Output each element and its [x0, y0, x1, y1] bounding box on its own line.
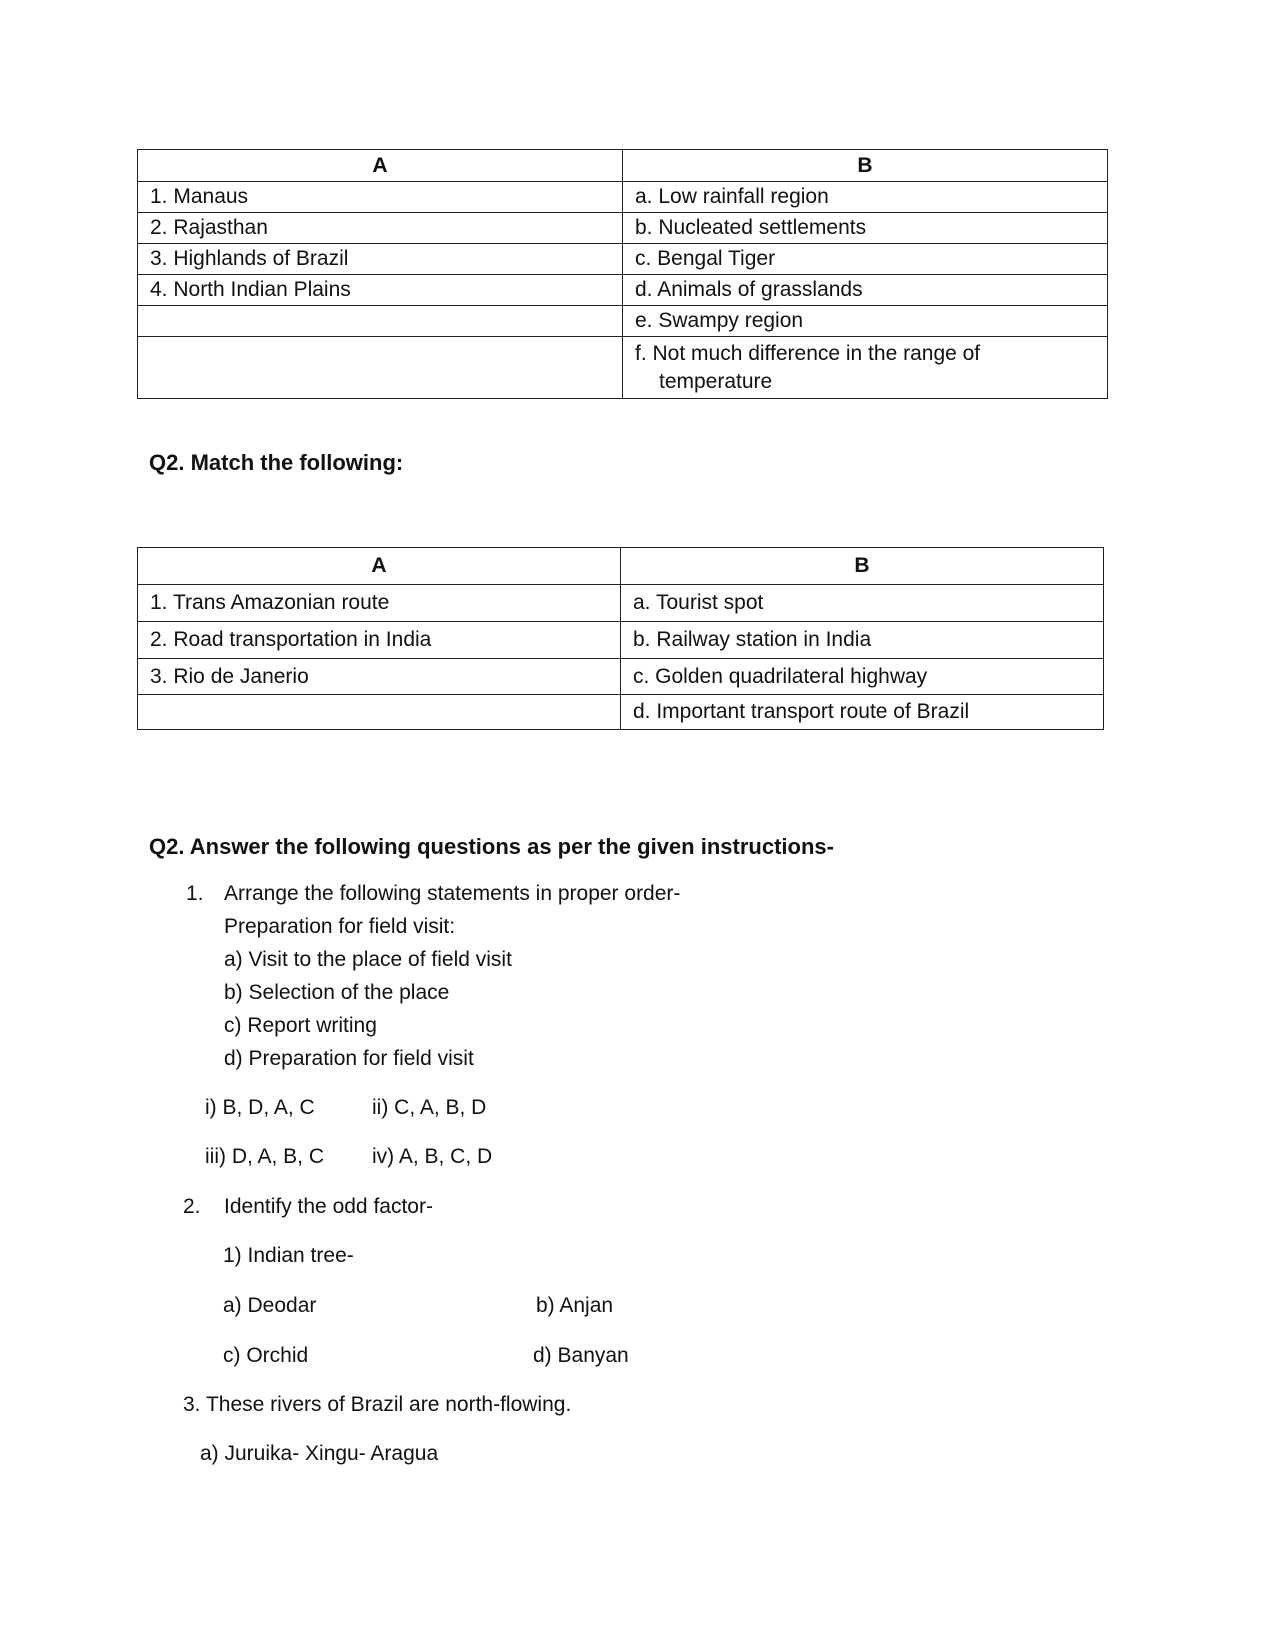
- item2-option: c) Orchid: [223, 1344, 309, 1367]
- item3-option: a) Juruika- Xingu- Aragua: [200, 1442, 439, 1465]
- table2-header-a: A: [138, 548, 621, 585]
- match-table-1: [137, 149, 1108, 399]
- table1-cell-a: [138, 337, 623, 399]
- q2-match-title: Q2. Match the following:: [149, 450, 404, 475]
- item2-option: a) Deodar: [223, 1294, 317, 1317]
- item1-option: iii) D, A, B, C: [205, 1145, 325, 1168]
- table2-cell-a: 1. Trans Amazonian route: [138, 585, 621, 622]
- item2-prompt: Identify the odd factor-: [224, 1195, 433, 1218]
- item2-option: b) Anjan: [536, 1294, 614, 1317]
- table2-cell-a: 2. Road transportation in India: [138, 622, 621, 659]
- item2-sub: 1) Indian tree-: [223, 1244, 354, 1267]
- item1-option: ii) C, A, B, D: [372, 1096, 487, 1119]
- item2-number: 2.: [183, 1195, 201, 1218]
- table2-cell-b: d. Important transport route of Brazil: [621, 695, 1104, 730]
- table2-header-b: B: [621, 548, 1104, 585]
- table1-cell-b: a. Low rainfall region: [623, 182, 1108, 213]
- table1-cell-b: b. Nucleated settlements: [623, 213, 1108, 244]
- table1-cell-a: [138, 306, 623, 337]
- table1-cell-b: [623, 337, 1108, 399]
- item1-prompt: Arrange the following statements in proper order-: [224, 882, 681, 905]
- table1-cell-b-text: f. Not much difference in the range of temperature: [635, 341, 981, 393]
- match-table-2: [137, 547, 1104, 730]
- item1-statement: b) Selection of the place: [224, 981, 450, 1004]
- table1-header-a: A: [138, 150, 623, 182]
- item3-prompt: 3. These rivers of Brazil are north-flowing.: [183, 1393, 572, 1416]
- table2-cell-b: a. Tourist spot: [621, 585, 1104, 622]
- q2-answer-title: Q2. Answer the following questions as per the given instructions-: [149, 834, 834, 859]
- item1-option: i) B, D, A, C: [205, 1096, 315, 1119]
- table2-cell-b: b. Railway station in India: [621, 622, 1104, 659]
- item1-statement: a) Visit to the place of field visit: [224, 948, 512, 971]
- table2-cell-b: c. Golden quadrilateral highway: [621, 659, 1104, 695]
- table1-cell-a: 3. Highlands of Brazil: [138, 244, 623, 275]
- item2-option: d) Banyan: [533, 1344, 629, 1367]
- table1-cell-a: 1. Manaus: [138, 182, 623, 213]
- table2-cell-a: [138, 695, 621, 730]
- table1-cell-a: 2. Rajasthan: [138, 213, 623, 244]
- item1-sub: Preparation for field visit:: [224, 915, 456, 938]
- item1-statement: c) Report writing: [224, 1014, 377, 1037]
- table1-cell-b: e. Swampy region: [623, 306, 1108, 337]
- table1-cell-b: d. Animals of grasslands: [623, 275, 1108, 306]
- item1-number: 1.: [186, 882, 204, 905]
- table1-header-b: B: [623, 150, 1108, 182]
- item1-option: iv) A, B, C, D: [372, 1145, 493, 1168]
- table1-cell-b: c. Bengal Tiger: [623, 244, 1108, 275]
- item1-statement: d) Preparation for field visit: [224, 1047, 474, 1070]
- table1-cell-a: 4. North Indian Plains: [138, 275, 623, 306]
- table2-cell-a: 3. Rio de Janerio: [138, 659, 621, 695]
